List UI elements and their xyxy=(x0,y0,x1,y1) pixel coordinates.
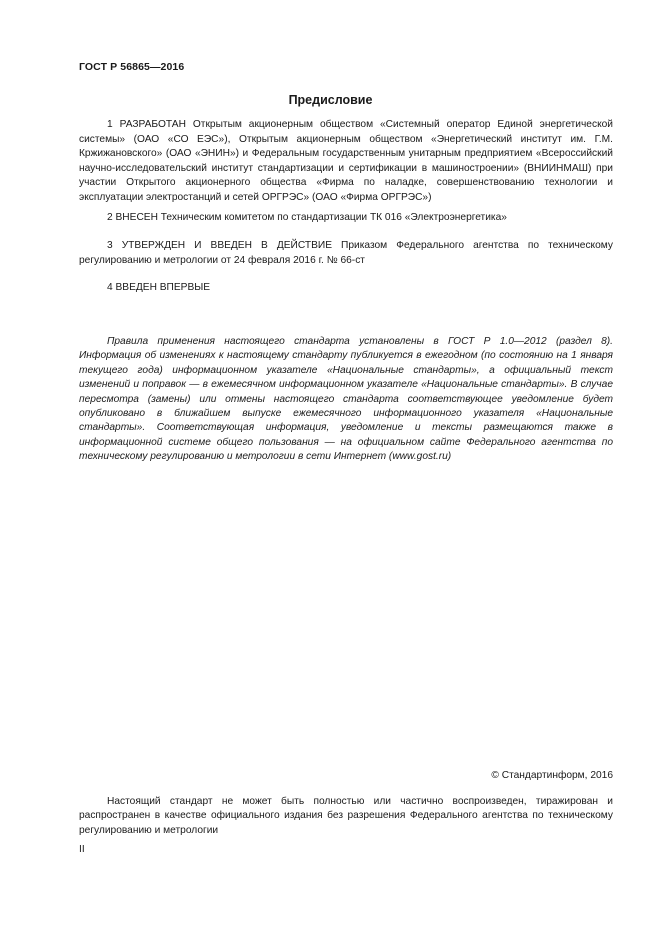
paragraph-first-introduced: 4 ВВЕДЕН ВПЕРВЫЕ xyxy=(107,282,211,293)
standard-code: ГОСТ Р 56865—2016 xyxy=(79,61,185,73)
paragraph-developed-by: 1 РАЗРАБОТАН Открытым акционерным обществом «Системный оператор Единой энергетической системы» (ОАО «СО ЕЭС»), Открытым акционерным обществом «Энергетический институт им. Г.М. Кржижановского» (ОАО «ЭНИН») и Федеральным государственным унитарным предприятием «Всероссийский научно-исследовательский институт стандартизации и сертификации в машиностроении» (ВНИИНМАШ) при участии Открытого акционерного общества «Фирма по наладке, совершенствованию технологии и эксплуатации электростанций и сетей ОРГРЭС» (ОАО «Фирма ОРГРЭС») xyxy=(79,119,613,203)
page-number: II xyxy=(79,844,85,855)
paragraph-approved: 3 УТВЕРЖДЕН И ВВЕДЕН В ДЕЙСТВИЕ Приказом Федерального агентства по техническому регулированию и метрологии от 24 февраля 2016 г. № 66-ст xyxy=(79,240,613,266)
reproduction-rights-notice: Настоящий стандарт не может быть полностью или частично воспроизведен, тиражирован и распространен в качестве официального издания без разрешения Федерального агентства по техническому регулированию и метрологии xyxy=(79,796,613,836)
copyright-line: © Стандартинформ, 2016 xyxy=(491,770,613,781)
page-title: Предисловие xyxy=(288,93,373,107)
application-rules-notice: Правила применения настоящего стандарта установлены в ГОСТ Р 1.0—2012 (раздел 8). Информация об изменениях к настоящему стандарту публикуется в ежегодном (по состоянию на 1 января текущего года) информационном указателе «Национальные стандарты», а официальный текст изменений и поправок — в ежемесячном информационном указателе «Национальные стандарты». В случае пересмотра (замены) или отмены настоящего стандарта соответствующее уведомление будет опубликовано в ближайшем выпуске ежемесячного информационного указателя «Национальные стандарты». Соответствующая информация, уведомление и тексты размещаются также в информационной системе общего пользования — на официальном сайте Федерального агентства по техническому регулированию и метрологии в сети Интернет (www.gost.ru) xyxy=(79,336,613,463)
paragraph-introduced-by: 2 ВНЕСЕН Техническим комитетом по стандартизации ТК 016 «Электроэнергетика» xyxy=(107,212,507,223)
